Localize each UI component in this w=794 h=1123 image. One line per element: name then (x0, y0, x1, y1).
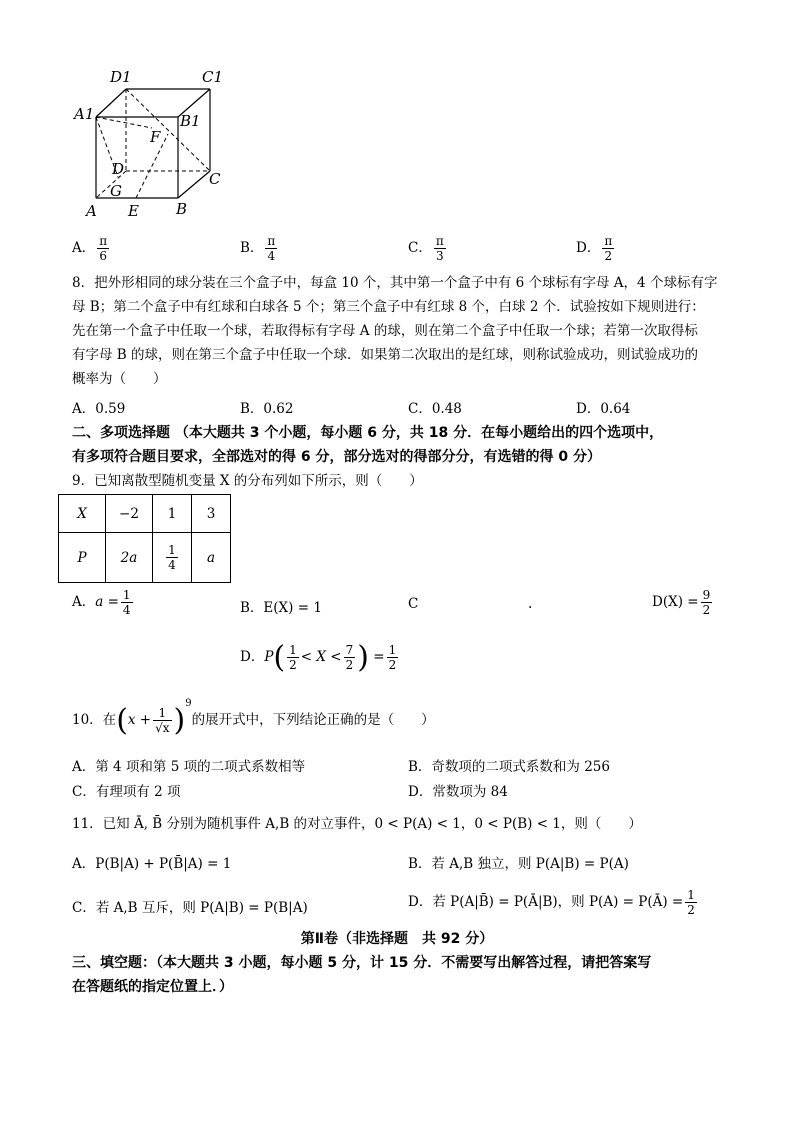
section2-heading-1: 二、多项选择题 （本大题共 3 个小题，每小题 6 分，共 18 分．在每小题给出的四个选项中， (72, 425, 664, 441)
q9-option-d: D．P( $\frac{1}{2}$ < X < $\frac{7}{2}$ ) = $\frac{1}{2}$ (240, 640, 397, 675)
table-cell: P (59, 533, 106, 583)
q9-option-a: A．a = $\frac{1}{4}$ (72, 588, 131, 617)
q8-option-c: C．0.48 (408, 401, 462, 417)
q9-distribution-table (58, 494, 231, 583)
section3-heading-2: 在答题纸的指定位置上．） (72, 979, 233, 995)
q9-option-c-dot: . (528, 596, 533, 612)
q11-option-a: A．P(B|A) + P(B̄|A) = 1 (72, 856, 232, 872)
label-C: C (209, 170, 221, 188)
q8-line-1: 8．把外形相同的球分装在三个盒子中，每盒 10 个，其中第一个盒子中有 6 个球标有字母 A，4 个球标有字 (72, 275, 718, 291)
label-A1: A1 (74, 105, 95, 123)
q10-option-b: B．奇数项的二项式系数和为 256 (408, 759, 610, 775)
table-cell: −2 (106, 495, 153, 533)
q7-option-a: A． $\frac{\pi}{6}$ (72, 234, 108, 263)
q8-line-5: 概率为（ ） (72, 371, 167, 387)
q9-option-b: B．E(X) = 1 (240, 600, 322, 616)
q8-line-3: 先在第一个盒子中任取一个球，若取得标有字母 A 的球，则在第二个盒子中任取一个球；若第一次取得标 (72, 323, 698, 339)
label-D: D (112, 160, 125, 178)
q11-option-c: C．若 A,B 互斥，则 P(A|B) = P(B|A) (72, 900, 308, 916)
label-B: B (176, 200, 188, 218)
label-E: E (128, 202, 139, 220)
table-cell-fraction: $\frac{1}{4}$ (153, 533, 192, 583)
section2-heading-2: 有多项符合题目要求，全部选对的得 6 分，部分选对的得部分分，有选错的得 0 分） (72, 449, 601, 465)
q10-stem: 10．在(x + $\frac{1}{√x}$ )$^9$的展开式中，下列结论正确的是（ ） (72, 698, 435, 738)
q8-option-a: A．0.59 (72, 401, 126, 417)
label-C1: C1 (202, 68, 224, 86)
q7-option-c: C． $\frac{\pi}{3}$ (408, 234, 444, 263)
label-G: G (110, 182, 122, 200)
q9-option-c-expr: D(X) = $\frac{9}{2}$ (652, 588, 711, 617)
q8-option-b: B．0.62 (240, 401, 294, 417)
q9-stem: 9．已知离散型随机变量 X 的分布列如下所示，则（ ） (72, 473, 423, 489)
q10-option-d: D．常数项为 84 (408, 784, 508, 800)
q11-option-d: D．若 P(A|B̄) = P(Ā|B)，则 P(A) = P(Ā) = $\frac{1}{2}$ (408, 888, 695, 917)
table-cell: a (192, 533, 231, 583)
q7-option-b: B． $\frac{\pi}{4}$ (240, 234, 276, 263)
q9-option-c: C (408, 596, 419, 612)
part2-title: 第Ⅱ卷（非选择题 共 92 分） (300, 931, 494, 947)
q8-line-2: 母 B；第二个盒子中有红球和白球各 5 个；第三个盒子中有红球 8 个，白球 2 个．试验按如下规则进行： (72, 299, 705, 315)
table-cell: 3 (192, 495, 231, 533)
label-A: A (86, 202, 97, 220)
q11-stem: 11．已知 Ā, B̄ 分别为随机事件 A,B 的对立事件，0 < P(A) < 1，0 < P(B) < 1，则（ ） (72, 816, 642, 832)
table-cell: 1 (153, 495, 192, 533)
q8-line-4: 有字母 B 的球，则在第三个盒子中任取一个球．如果第二次取出的是红球，则称试验成功，则试验成功的 (72, 347, 699, 363)
cube-figure (70, 62, 240, 227)
table-cell: 2a (106, 533, 153, 583)
q8-option-d: D．0.64 (576, 401, 631, 417)
label-B1: B1 (180, 112, 201, 130)
q10-option-c: C．有理项有 2 项 (72, 784, 181, 800)
section3-heading-1: 三、填空题：（本大题共 3 小题，每小题 5 分，计 15 分．不需要写出解答过程，请把答案写 (72, 955, 652, 971)
label-F: F (150, 128, 161, 146)
table-cell: X (59, 495, 106, 533)
q10-option-a: A．第 4 项和第 5 项的二项式系数相等 (72, 759, 306, 775)
q11-option-b: B．若 A,B 独立，则 P(A|B) = P(A) (408, 856, 629, 872)
label-D1: D1 (110, 68, 132, 86)
q7-option-d: D． $\frac{\pi}{2}$ (576, 234, 613, 263)
